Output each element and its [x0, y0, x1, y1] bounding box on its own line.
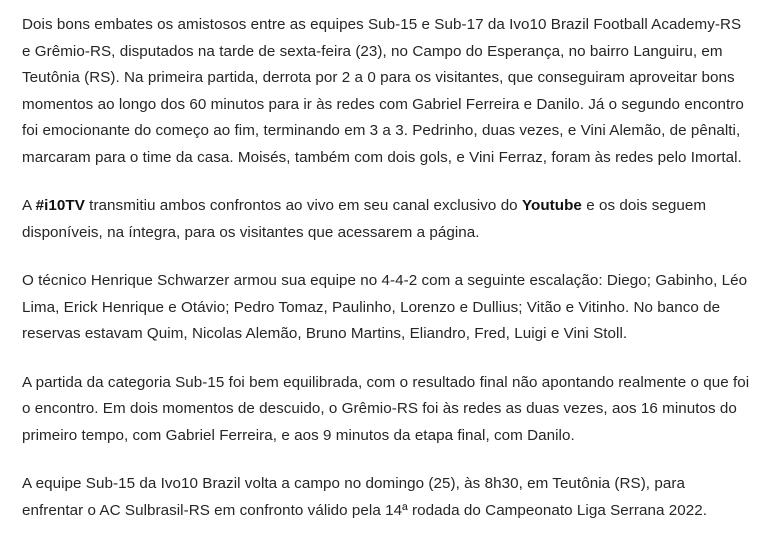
- emphasis-text: #i10TV: [35, 197, 85, 214]
- paragraph: A #i10TV transmitiu ambos confrontos ao vivo em seu canal exclusivo do Youtube e os dois seguem disponíveis, na íntegra, para os visitantes que acessarem a página.: [22, 197, 707, 241]
- paragraph: A partida da categoria Sub-15 foi bem equilibrada, com o resultado final não apontando realmente o que foi o encontro. Em dois momentos de descuido, o Grêmio-RS foi às redes as duas vezes, aos 16 minutos do primeiro tempo, com Gabriel Ferreira, e aos 9 minutos da etapa final, com Danilo.: [22, 373, 750, 444]
- paragraph: A equipe Sub-15 da Ivo10 Brazil volta a campo no domingo (25), às 8h30, em Teutônia (RS), para enfrentar o AC Sulbrasil-RS em confronto válido pela 14ª rodada do Campeonato Liga Serrana 2022.: [22, 475, 707, 519]
- paragraph: Dois bons embates os amistosos entre as equipes Sub-15 e Sub-17 da Ivo10 Brazil Football Academy-RS e Grêmio-RS, disputados na tarde de sexta-feira (23), no Campo do Esperança, no bairro Languiru, em Teutônia (RS). Na primeira partida, derrota por 2 a 0 para os visitantes, que conseguiram aproveitar bons momentos ao longo dos 60 minutos para ir às redes com Gabriel Ferreira e Danilo. Já o segundo encontro foi emocionante do começo ao fim, terminando em 3 a 3. Pedrinho, duas vezes, e Vini Alemão, de pênalti, marcaram para o time da casa. Moisés, também com dois gols, e Vini Ferraz, foram às redes pelo Imortal.: [22, 16, 744, 166]
- emphasis-text: Youtube: [521, 197, 582, 214]
- paragraph: O técnico Henrique Schwarzer armou sua equipe no 4-4-2 com a seguinte escalação: Diego; Gabinho, Léo Lima, Erick Henrique e Otávio; Pedro Tomaz, Paulinho, Lorenzo e Dullius; Vitão e Vitinho. No banco de reservas estavam Quim, Nicolas Alemão, Bruno Martins, Eliandro, Fred, Luigi e Vini Stoll.: [22, 272, 748, 342]
